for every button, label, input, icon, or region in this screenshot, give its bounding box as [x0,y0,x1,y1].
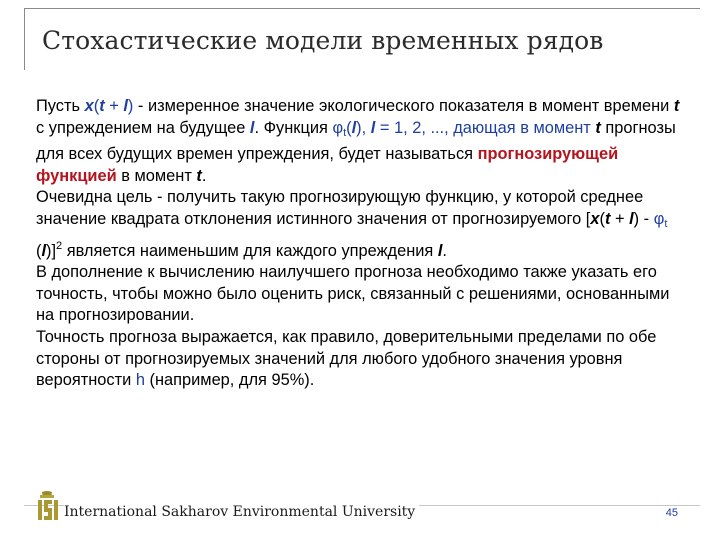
paragraph-2: Очевидна цель - получить такую прогнозирующую функцию, у которой среднее значение квадрата отклонения истинного значения от прогнозируемого [$x(t + l) - \varphi_t$ (l)]$^2$ является наименьшим для каждого упреждения l. [36,188,668,260]
slide-body [36,96,691,392]
slide-title: Стохастические модели временных рядов [42,26,604,55]
paragraph-4: Точность прогноза выражается, как правило, доверительными пределами по обе стороны от прогнозируемых значений для любого удобного значения уровня вероятности h (например, для 95%). [36,327,657,390]
page-number: 45 [665,507,678,519]
highlight-term: прогнозирующей функцией [36,145,619,185]
paragraph-3: В дополнение к вычислению наилучшего прогноза необходимо также указать его точность, чтобы можно было оценить риск, связанный с решениями, основанными на прогнозировании. [36,263,670,325]
title-frame-left [24,8,25,70]
paragraph-1: Пусть x(t + l) - измеренное значение экологического показателя в момент времени t с упреждением на будущее l. Функция $\varphi_t(l)$, l = 1, 2, ..., дающая в момент t прогнозы для всех будущих времен упреждения, будет называться прогнозирующей функцией в момент t. [36,97,680,185]
university-name: International Sakharov Environmental University [64,504,419,520]
title-frame-top [24,8,700,9]
university-logo-icon [34,491,60,521]
